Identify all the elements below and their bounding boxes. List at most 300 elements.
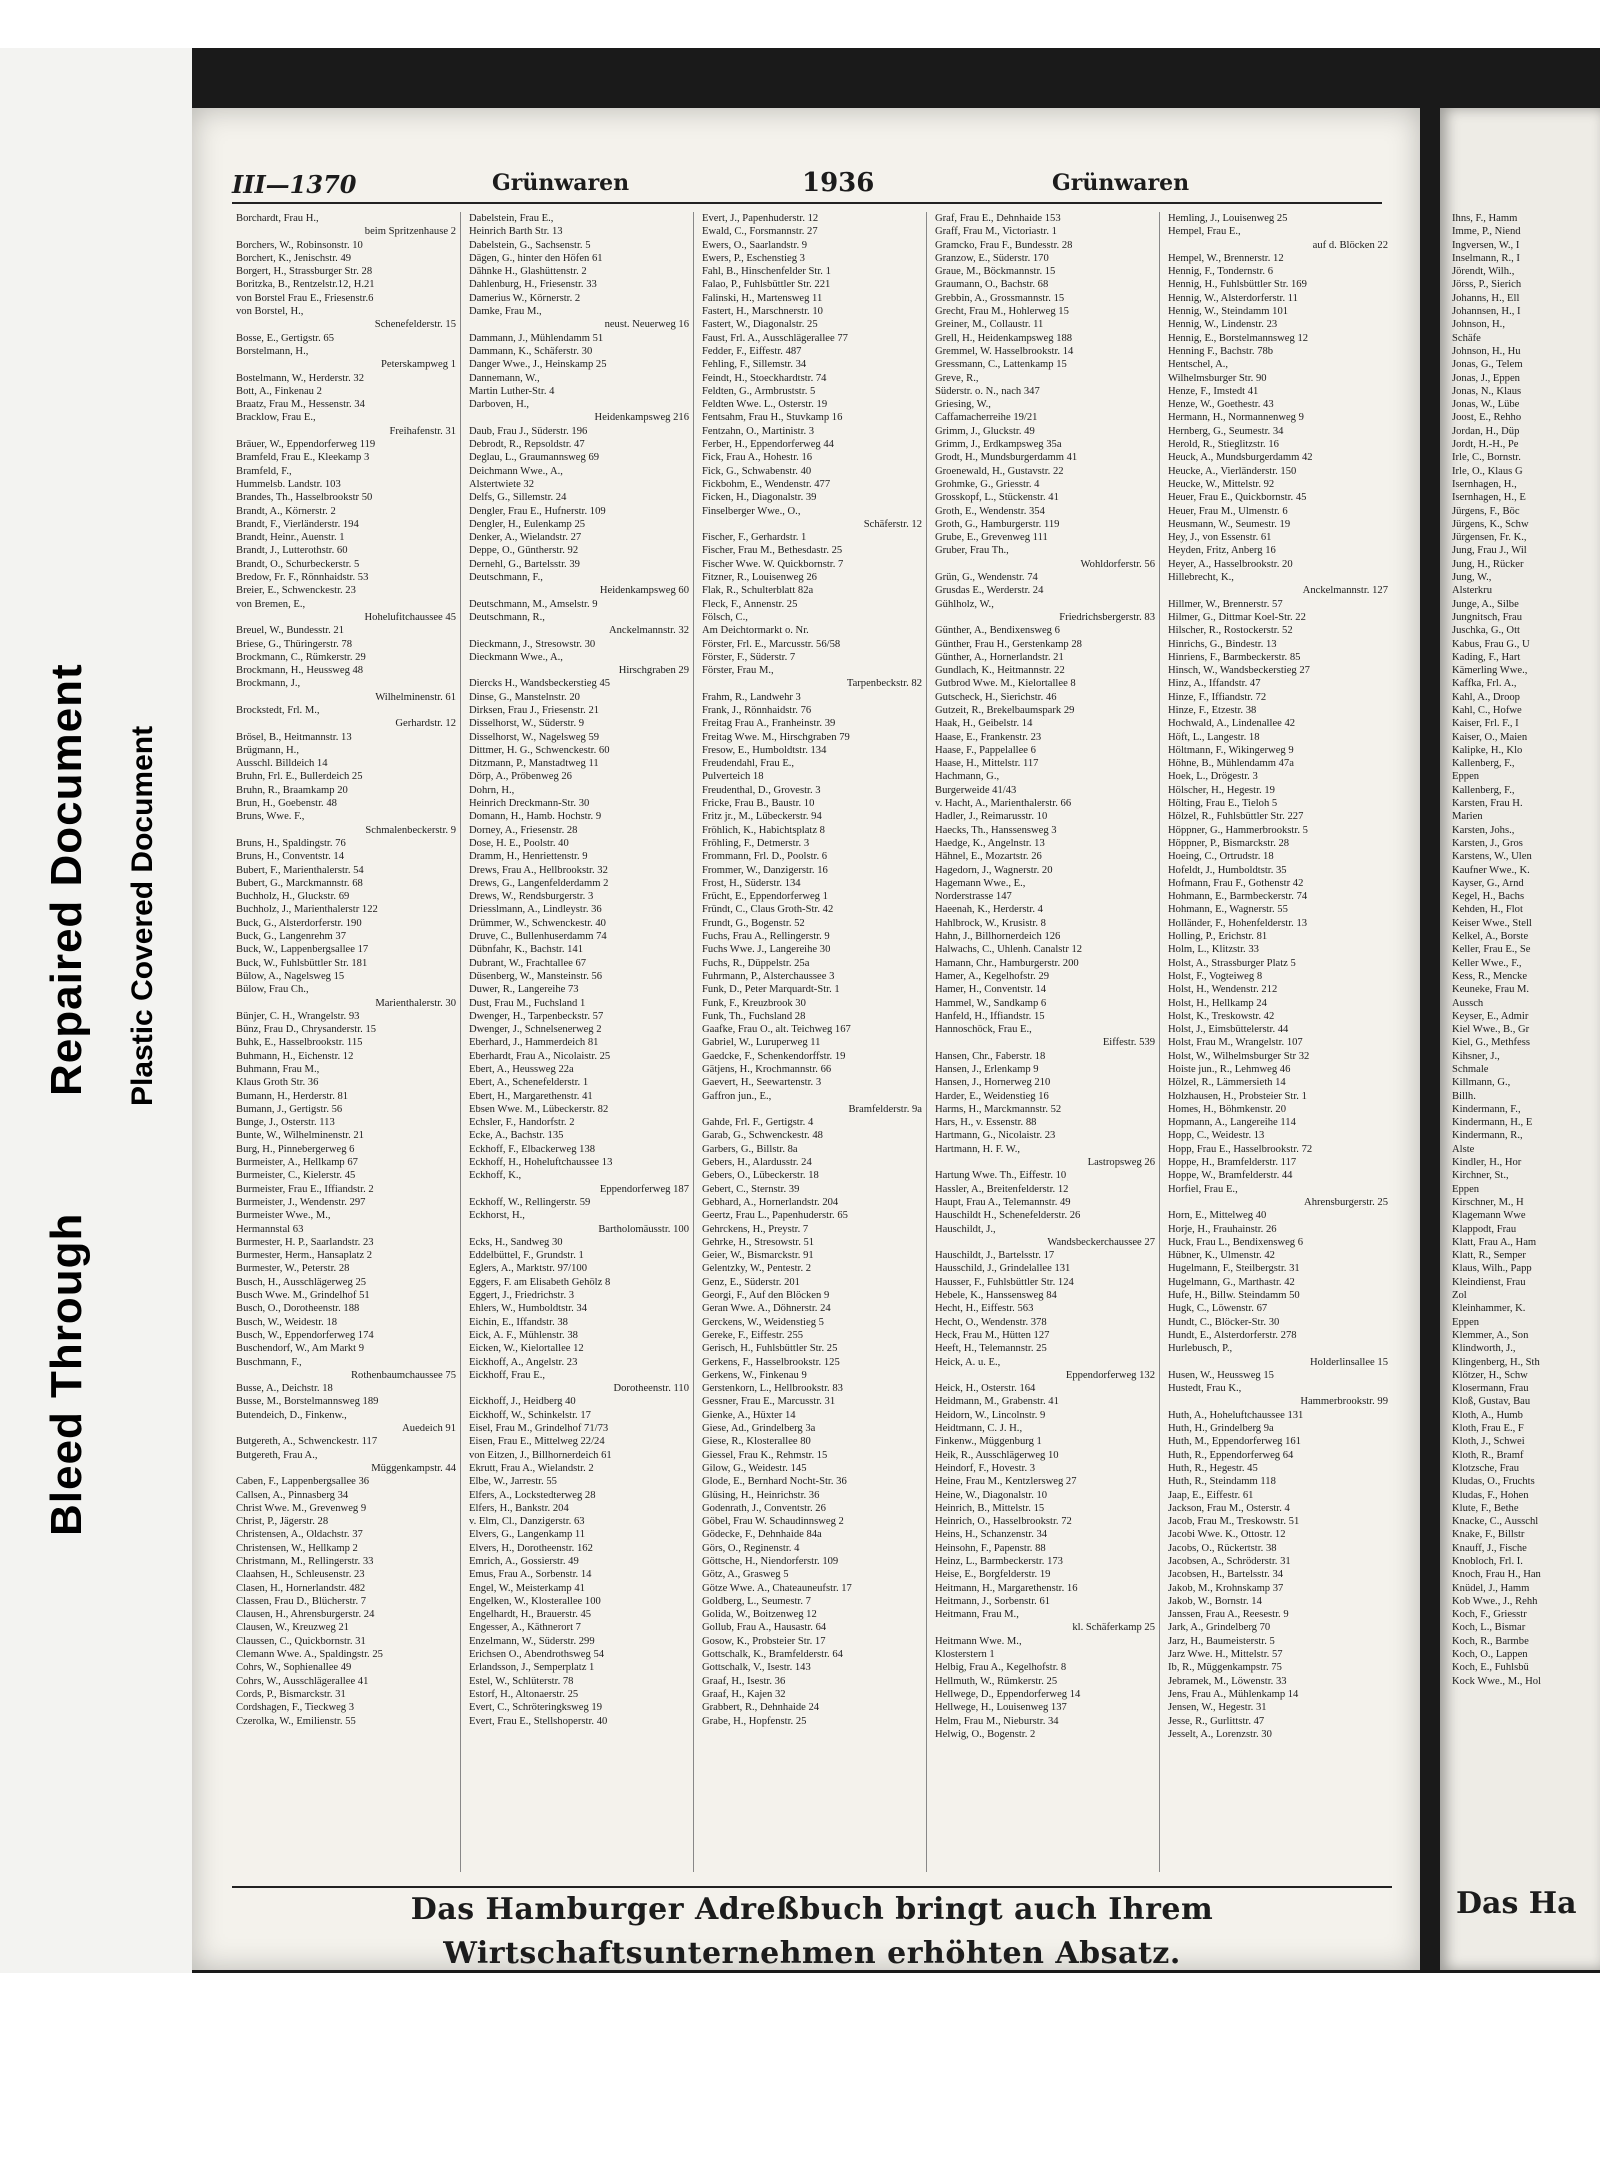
directory-entry: Cords, P., Bismarckstr. 31 [236,1688,346,1700]
directory-entry: Hilmer, G., Dittmar Koel-Str. 22 [1168,611,1306,623]
directory-entry: Hurlebusch, P., [1168,1343,1233,1355]
directory-entry: Eicken, W., Kielortallee 12 [469,1343,584,1355]
adjacent-entry: Kaufner Wwe., K. [1452,864,1530,876]
adjacent-entry: Jung, W., [1452,572,1492,584]
directory-entry: Jensen, W., Hegestr. 31 [1168,1702,1267,1714]
directory-entry: Günther, A., Hornerlandstr. 21 [935,651,1064,663]
adjacent-entry: Knobloch, Frl. I. [1452,1555,1523,1567]
directory-entry: Hecht, O., Wendenstr. 378 [935,1316,1047,1328]
directory-entry: Ausschl. Billdeich 14 [236,758,328,770]
directory-entry: Geran Wwe. A., Döhnerstr. 24 [702,1303,831,1315]
adjacent-entry: Jonas, G., Telem [1452,359,1523,371]
directory-entry: Fehling, F., Sillemstr. 34 [702,359,807,371]
directory-entry: Hannoschöck, Frau E., [935,1024,1032,1036]
directory-entry: Busch, W., Eppendorferweg 174 [236,1329,374,1341]
directory-entry: Clasen, H., Hornerlandstr. 482 [236,1582,366,1594]
directory-entry: Heik, R., Ausschlägerweg 10 [935,1449,1059,1461]
directory-entry: Eberhardt, Frau A., Nicolaistr. 25 [469,1050,611,1062]
directory-entry: Dägen, G., hinter den Höfen 61 [469,252,603,264]
directory-entry: Grabe, H., Hopfenstr. 25 [702,1715,807,1727]
directory-entry: Frommann, Frl. D., Poolstr. 6 [702,851,828,863]
directory-entry: Hadler, J., Reimarusstr. 10 [935,811,1048,823]
directory-entry: Fleck, F., Annenstr. 25 [702,598,798,610]
directory-entry: Graumann, O., Bachstr. 68 [935,279,1049,291]
directory-entry: Deppe, O., Güntherstr. 92 [469,545,579,557]
directory-entry: Bülow, Frau Ch., [236,984,309,996]
adjacent-entry: Jürgens, K., Schw [1452,518,1529,530]
directory-entry: Feindt, H., Stoeckhardtstr. 74 [702,372,827,384]
directory-entry: Brandt, A., Körnerstr. 2 [236,505,336,517]
directory-entry: Hoppe, W., Bramfelderstr. 44 [1168,1170,1293,1182]
adjacent-entry: Billh. [1452,1090,1476,1102]
directory-entry: Falao, P., Fuhlsbüttler Str. 221 [702,279,831,291]
directory-entry: Disselhorst, W., Süderstr. 9 [469,718,585,730]
directory-entry: Hausschild, J., Grindelallee 131 [935,1263,1071,1275]
directory-entry: Herold, R., Stieglitzstr. 16 [1168,439,1279,451]
directory-entry: Gödecke, F., Dehnhaide 84a [702,1529,822,1541]
directory-entry: Jacob, Frau M., Treskowstr. 51 [1168,1516,1300,1528]
directory-entry: Caben, F., Lappenbergsallee 36 [236,1476,370,1488]
directory-entry: Gutscheck, H., Sierichstr. 46 [935,691,1057,703]
directory-entry: Heusmann, W., Seumestr. 19 [1168,518,1291,530]
directory-entry: Eglers, A., Marktstr. 97/100 [469,1263,587,1275]
directory-entry: Ecks, H., Sandweg 30 [469,1236,563,1248]
directory-entry: Holzhausen, H., Probsteier Str. 1 [1168,1090,1307,1102]
adjacent-entry: Kayser, G., Arnd [1452,877,1524,889]
directory-entry: Greiner, M., Collaustr. 11 [935,319,1044,331]
directory-entry: Dohrn, H., [469,784,515,796]
directory-entry: kl. Schäferkamp 25 [1072,1622,1155,1634]
directory-entry: Gerisch, H., Fuhlsbüttler Str. 25 [702,1343,838,1355]
directory-entry: Heinsohn, F., Papenstr. 88 [935,1542,1046,1554]
directory-entry: Alstertwiete 32 [469,478,535,490]
directory-entry: Bruhn, Frl. E., Bullerdeich 25 [236,771,363,783]
directory-entry: Graue, M., Böckmannstr. 15 [935,266,1056,278]
directory-entry: Hinze, F., Iffiandstr. 72 [1168,691,1267,703]
directory-entry: Huth, H., Grindelberg 9a [1168,1423,1274,1435]
advertisement-footer: Das Hamburger Adreßbuch bringt auch Ihrem Wirtschaftsunternehmen erhöhten Absatz. [232,1886,1392,1928]
directory-entry: Jakob, W., Bornstr. 14 [1168,1595,1262,1607]
directory-entry: Höhne, B., Mühlendamm 47a [1168,758,1294,770]
directory-entry: Heyer, A., Hasselbrookstr. 20 [1168,558,1293,570]
directory-entry: Fedder, F., Eiffestr. 487 [702,345,802,357]
directory-entry: Holst, K., Treskowstr. 42 [1168,1010,1275,1022]
directory-entry: Eisel, Frau M., Grindelhof 71/73 [469,1423,609,1435]
directory-entry: Bracklow, Frau E., [236,412,316,424]
directory-entry: Hohmann, E., Barmbeckerstr. 74 [1168,891,1308,903]
directory-entry: Hahlbrock, W., Krusistr. 8 [935,917,1046,929]
directory-entry: Anckelmannstr. 127 [1302,585,1388,597]
directory-entry: Danger Wwe., J., Heinskamp 25 [469,359,607,371]
adjacent-entry: Jung, Frau J., Wil [1452,545,1527,557]
directory-entry: Heinrich, O., Hasselbrookstr. 72 [935,1516,1072,1528]
directory-entry: Süderstr. o. N., nach 347 [935,385,1040,397]
directory-entry: Grebbin, A., Grossmannstr. 15 [935,292,1065,304]
directory-entry: Fischer, Frau M., Bethesdastr. 25 [702,545,843,557]
directory-entry: Fründt, C., Claus Groth-Str. 42 [702,904,834,916]
directory-entry: Erlandsson, J., Semperplatz 1 [469,1662,595,1674]
adjacent-entry: Klemmer, A., Son [1452,1329,1529,1341]
directory-entry: Jesse, R., Gurlittstr. 47 [1168,1715,1265,1727]
directory-entry: Gebert, C., Sternstr. 39 [702,1183,800,1195]
directory-entry: Druve, C., Bullenhuserdamm 74 [469,931,607,943]
adjacent-entry: Knacke, C., Ausschl [1452,1516,1539,1528]
adjacent-entry: Kludas, O., Fruchts [1452,1476,1535,1488]
adjacent-page-fragment [1440,108,1600,1970]
adjacent-entry: Keiser Wwe., Stell [1452,917,1532,929]
adjacent-entry: Knoch, Frau H., Han [1452,1569,1541,1581]
directory-entry: Gessner, Frau E., Marcusstr. 31 [702,1396,836,1408]
directory-entry: Hohmann, E., Wagnerstr. 55 [1168,904,1288,916]
directory-entry: Duwer, R., Langereihe 73 [469,984,579,996]
directory-entry: Horje, H., Frauhainstr. 26 [1168,1223,1277,1235]
adjacent-entry: Inselmann, R., I [1452,252,1520,264]
directory-entry: Höppner, P., Bismarckstr. 28 [1168,837,1290,849]
directory-entry: Grusdas E., Werderstr. 24 [935,585,1044,597]
directory-entry: Fölsch, C., [702,611,748,623]
directory-entry: Borchardt, Frau H., [236,213,319,224]
directory-entry: Gahde, Frl. F., Gertigstr. 4 [702,1117,814,1129]
directory-entry: Busch, H., Ausschlägerweg 25 [236,1276,367,1288]
directory-entry: Denker, A., Wielandstr. 27 [469,532,582,544]
directory-entry: Drews, Frau A., Hellbrookstr. 32 [469,864,608,876]
directory-entry: Heidorn, W., Lincolnstr. 9 [935,1409,1046,1421]
bleed-through-label: Bleed Through [42,1212,91,1536]
directory-entry: Gereke, F., Eiffestr. 255 [702,1329,804,1341]
directory-entry: Jark, A., Grindelberg 70 [1168,1622,1271,1634]
directory-entry: Bostelmann, W., Herderstr. 32 [236,372,364,384]
directory-entry: Domann, H., Hamb. Hochstr. 9 [469,811,602,823]
directory-entry: Heidenkampsweg 60 [599,585,689,597]
directory-entry: Heise, E., Borgfelderstr. 19 [935,1569,1051,1581]
adjacent-entry: Kindermann, R., [1452,1130,1523,1142]
directory-entry: Flak, R., Schulterblatt 82a [702,585,814,597]
directory-entry: Granzow, E., Süderstr. 170 [935,252,1049,264]
directory-entry: Buhmann, H., Eichenstr. 12 [236,1050,354,1062]
adjacent-entry: Jung, H., Rücker [1452,558,1524,570]
adjacent-entry: Jonas, J., Eppen [1452,372,1520,384]
directory-entry: Gehrke, H., Stresowstr. 51 [702,1236,815,1248]
adjacent-entry: Kirchner, St., [1452,1170,1509,1182]
directory-column [931,212,1160,1872]
adjacent-entry: Kaiser, O., Maien [1452,731,1528,743]
directory-entry: Norderstrasse 147 [935,891,1012,903]
directory-entry: Bubert, G., Marckmannstr. 68 [236,877,363,889]
directory-entry: Dähnke H., Glashüttenstr. 2 [469,266,587,278]
directory-entry: Bubert, F., Marienthalerstr. 54 [236,864,364,876]
directory-entry: Fuchs Wwe. J., Langereihe 30 [702,944,831,956]
directory-entry: Frahm, R., Landwehr 3 [702,691,801,703]
directory-entry: Freitag Frau A., Franheinstr. 39 [702,718,836,730]
directory-entry: Gaevert, H., Seewartenstr. 3 [702,1077,822,1089]
directory-entry: Brockmann, H., Heussweg 48 [236,665,364,677]
directory-entry: Eppendorferweg 132 [1065,1369,1155,1381]
document-condition-labels [0,48,192,1973]
directory-entry: Frücht, E., Eppendorferweg 1 [702,891,828,903]
directory-entry: Eckhoff, F., Elbackerweg 138 [469,1143,596,1155]
directory-entry: Pulverteich 18 [702,771,764,783]
directory-entry: Boritzka, B., Rentzelstr.12, H.21 [236,279,375,291]
directory-entry: Haase, F., Pappelallee 6 [935,744,1036,756]
directory-entry: Hartmann, G., Nicolaistr. 23 [935,1130,1056,1142]
directory-entry: Heuer, Frau E., Quickbornstr. 45 [1168,492,1307,504]
directory-entry: Finselberger Wwe., O., [702,505,801,517]
directory-entry: Burmeister, A., Hellkamp 67 [236,1157,358,1169]
directory-entry: Dieckmann, J., Stresowstr. 30 [469,638,596,650]
directory-entry: Eppendorferweg 187 [599,1183,689,1195]
adjacent-entry: Zol [1452,1290,1467,1302]
adjacent-entry: Kloth, Frau E., F [1452,1423,1524,1435]
directory-columns [232,212,1392,1872]
directory-entry: Faust, Frl. A., Ausschlägerallee 77 [702,332,848,344]
directory-entry: Heuck, A., Mundsburgerdamm 42 [1168,452,1313,464]
directory-entry: Eickhoff, W., Schinkelstr. 17 [469,1409,591,1421]
adjacent-entry: Kess, R., Mencke [1452,970,1528,982]
directory-entry: Ebert, A., Schenefelderstr. 1 [469,1077,589,1089]
directory-entry: Dwenger, J., Schnelsenerweg 2 [469,1024,602,1036]
directory-entry: Hartmann, H. F. W., [935,1143,1021,1155]
directory-entry: v. Hacht, A., Marienthalerstr. 66 [935,798,1072,810]
adjacent-entry: Jungnitsch, Frau [1452,611,1523,623]
directory-entry: Grecht, Frau M., Hohlerweg 15 [935,306,1069,318]
adjacent-entry: Kallenberg, F., [1452,784,1515,796]
adjacent-entry: Klaus, Wilh., Papp [1452,1263,1532,1275]
directory-entry: Hoiste jun., R., Lehmweg 46 [1168,1064,1291,1075]
adjacent-entry: Kaiser, Frl. F., I [1452,718,1519,730]
adjacent-entry: Jörss, P., Sierich [1452,279,1522,291]
directory-entry: Genz, E., Süderstr. 201 [702,1276,800,1288]
directory-entry: Greve, R., [935,372,979,384]
directory-entry: Emrich, A., Gossierstr. 49 [469,1555,579,1567]
directory-entry: Hennig, E., Borstelmannsweg 12 [1168,332,1309,344]
directory-entry: Homes, H., Böhmkenstr. 20 [1168,1103,1286,1115]
directory-entry: Gaafke, Frau O., alt. Teichweg 167 [702,1024,851,1036]
directory-entry: Graaf, H., Isestr. 36 [702,1675,786,1687]
directory-entry: Deutschmann, F., [469,572,543,584]
directory-entry: Fuchs, Frau A., Rellingerstr. 9 [702,931,830,943]
directory-entry: Hellwege, D., Eppendorferweg 14 [935,1688,1081,1700]
adjacent-entry: Joost, E., Rehho [1452,412,1522,424]
adjacent-entry: Kading, F., Hart [1452,651,1521,663]
directory-entry: Busch, O., Dorotheenstr. 188 [236,1303,360,1315]
directory-entry: Fastert, H., Marschnerstr. 10 [702,306,823,318]
directory-entry: Bott, A., Finkenau 2 [236,385,322,397]
directory-entry: beim Spritzenhause 2 [364,226,456,238]
directory-entry: Disselhorst, W., Nagelsweg 59 [469,731,600,743]
adjacent-entry: Klute, F., Bethe [1452,1502,1519,1514]
adjacent-entry: Klosermann, Frau [1452,1383,1529,1395]
directory-entry: Müggenkampstr. 44 [371,1462,456,1474]
directory-entry: Bunge, J., Osterstr. 113 [236,1117,335,1129]
directory-entry: Brockmann, C., Rümkerstr. 29 [236,651,366,663]
directory-entry: von Borstel, H., [236,306,304,318]
directory-entry: Förster, Frl. E., Marcusstr. 56/58 [702,638,841,650]
directory-entry: Funk, D., Peter Marquardt-Str. 1 [702,984,840,996]
directory-entry: Hentschel, A., [1168,359,1229,371]
directory-entry: Grabbert, R., Dehnhaide 24 [702,1702,820,1714]
directory-entry: Gottschalk, V., Isestr. 143 [702,1662,811,1674]
adjacent-entry: Jordt, H.-H., Pe [1452,439,1519,451]
directory-entry: Brösel, B., Heitmannstr. 13 [236,731,352,743]
directory-entry: Jackson, Frau M., Osterstr. 4 [1168,1502,1290,1514]
directory-entry: Göttsche, H., Niendorferstr. 109 [702,1555,839,1567]
adjacent-entry: Jörendt, Wilh., [1452,266,1515,278]
directory-entry: Groth, E., Wendenstr. 354 [935,505,1045,517]
directory-entry: Hammel, W., Sandkamp 6 [935,997,1047,1009]
adjacent-entry: Jordan, H., Düp [1452,425,1520,437]
directory-entry: Höltmann, F., Wikingerweg 9 [1168,744,1294,756]
directory-entry: Holling, P., Erichstr. 81 [1168,931,1268,943]
adjacent-entry: Kegel, H., Bachs [1452,891,1525,903]
directory-entry: Buhk, E., Hasselbrookstr. 115 [236,1037,363,1049]
directory-entry: Hahn, J., Billhornerdeich 126 [935,931,1061,943]
adjacent-entry: Ingversen, W., I [1452,239,1520,251]
directory-entry: Heitmann, Frau M., [935,1609,1019,1621]
directory-entry: Dramm, H., Henriettenstr. 9 [469,851,588,863]
directory-entry: Gollub, Frau A., Hausastr. 64 [702,1622,827,1634]
directory-entry: Hauschildt, J., Bartelsstr. 17 [935,1250,1055,1262]
directory-entry: Anckelmannstr. 32 [608,625,689,637]
directory-entry: Hamann, Chr., Hamburgerstr. 200 [935,957,1079,969]
directory-entry: Freudendahl, Frau E., [702,758,795,770]
directory-entry: Giessel, Frau K., Rehmstr. 15 [702,1449,828,1461]
directory-entry: Cohrs, W., Sophienallee 49 [236,1662,352,1674]
directory-entry: Wohldorferstr. 56 [1080,558,1155,570]
directory-entry: Freihafenstr. 31 [389,425,456,437]
directory-entry: Buhmann, Frau M., [236,1064,320,1075]
directory-entry: Borchert, K., Jenischstr. 49 [236,252,352,264]
directory-entry: Drews, W., Rendsburgerstr. 3 [469,891,594,903]
directory-entry: Engel, W., Meisterkamp 41 [469,1582,585,1594]
directory-entry: Hanfeld, H., Iffiandstr. 15 [935,1010,1045,1022]
directory-entry: Förster, Frau M., [702,665,774,677]
directory-entry: Gutzeit, R., Brekelbaumspark 29 [935,704,1075,716]
directory-entry: Graf, Frau E., Dehnhaide 153 [935,213,1061,224]
directory-entry: Gelentzky, W., Pentestr. 2 [702,1263,812,1275]
directory-entry: Görs, O., Reginenstr. 4 [702,1542,800,1554]
directory-entry: Halwachs, C., Uhlenh. Canalstr 12 [935,944,1083,956]
adjacent-entry: Kahl, A., Droop [1452,691,1520,703]
adjacent-entry: Klappodt, Frau [1452,1223,1517,1235]
directory-entry: Husen, W., Heussweg 15 [1168,1369,1274,1381]
adjacent-entry: Johannsen, H., I [1452,306,1521,318]
directory-entry: Fröhlich, K., Habichtsplatz 8 [702,824,825,836]
directory-entry: Ib, R., Müggenkampstr. 75 [1168,1662,1282,1674]
directory-entry: Heins, H., Schanzenstr. 34 [935,1529,1048,1541]
directory-entry: Christensen, A., Oldachstr. 37 [236,1529,363,1541]
directory-entry: Harms, H., Marckmannstr. 52 [935,1103,1062,1115]
directory-entry: Fresow, E., Humboldtstr. 134 [702,744,827,756]
directory-entry: Brandt, Heinr., Auenstr. 1 [236,532,345,544]
directory-entry: Heinz, L., Barmbeckerstr. 173 [935,1555,1063,1567]
directory-entry: Fickbohm, E., Wendenstr. 477 [702,478,831,490]
directory-entry: Grohmke, G., Griesstr. 4 [935,478,1040,490]
directory-entry: Ahrensburgerstr. 25 [1304,1196,1388,1208]
directory-entry: Grün, G., Wendenstr. 74 [935,572,1038,584]
directory-entry: Breuel, W., Bundesstr. 21 [236,625,344,637]
directory-entry: Holst, F., Vogteiweg 8 [1168,970,1263,982]
directory-entry: Haecks, Th., Hanssensweg 3 [935,824,1057,836]
directory-entry: Goldberg, L., Seumestr. 7 [702,1595,811,1607]
directory-entry: Hillebrecht, K., [1168,572,1234,584]
adjacent-entry: Imme, P., Niend [1452,226,1521,238]
directory-entry: Evert, J., Papenhuderstr. 12 [702,213,819,224]
directory-entry: Heucke, W., Mittelstr. 92 [1168,478,1275,490]
directory-entry: Busch Wwe. M., Grindelhof 51 [236,1290,370,1302]
directory-entry: Gienke, A., Hüxter 14 [702,1409,796,1421]
directory-entry: Schenefelderstr. 15 [374,319,456,331]
directory-entry: Hennig, F., Tondernstr. 6 [1168,266,1274,278]
directory-entry: Estorf, H., Altonaerstr. 25 [469,1688,579,1700]
directory-entry: Delfs, G., Sillemstr. 24 [469,492,567,504]
directory-entry: Martin Luther-Str. 4 [469,385,555,397]
directory-entry: Hansen, J., Hornerweg 210 [935,1077,1051,1089]
year-title: 1936 [802,168,875,198]
adjacent-entry: Kloth, A., Humb [1452,1409,1523,1421]
directory-entry: Darboven, H., [469,399,530,411]
directory-entry: Haak, H., Geibelstr. 14 [935,718,1033,730]
adjacent-entry: Kindermann, H., E [1452,1117,1533,1129]
adjacent-entry: Kloth, R., Bramf [1452,1449,1524,1461]
directory-entry: Huth, M., Eppendorferweg 161 [1168,1436,1301,1448]
directory-entry: Daub, Frau J., Süderstr. 196 [469,425,588,437]
directory-entry: Geier, W., Bismarckstr. 91 [702,1250,814,1262]
directory-entry: Rothenbaumchaussee 75 [350,1369,456,1381]
directory-entry: Engelhardt, H., Brauerstr. 45 [469,1609,592,1621]
directory-entry: Gerkens, F., Hasselbrookstr. 125 [702,1356,840,1368]
directory-entry: Gabriel, W., Luruperweg 11 [702,1037,821,1049]
directory-entry: Gosow, K., Probsteier Str. 17 [702,1635,826,1647]
directory-entry: Heine, W., Diagonalstr. 10 [935,1489,1048,1501]
directory-entry: Elbe, W., Jarrestr. 55 [469,1476,557,1488]
directory-entry: Gerhardstr. 12 [395,718,456,730]
adjacent-entry: Knauff, J., Fische [1452,1542,1527,1554]
directory-entry: Huth, R., Eppendorferweg 64 [1168,1449,1294,1461]
directory-entry: Bumann, J., Gertigstr. 56 [236,1103,343,1115]
directory-entry: Brandes, Th., Hasselbrookstr 50 [236,492,373,504]
adjacent-entry: Kabus, Frau G., U [1452,638,1530,650]
directory-entry: Christensen, W., Hellkamp 2 [236,1542,358,1554]
directory-entry: Heidenkampsweg 216 [594,412,689,424]
directory-entry: Heucke, A., Vierländerstr. 150 [1168,465,1297,477]
directory-entry: Borgert, H., Strassburger Str. 28 [236,266,373,278]
directory-entry: Ebsen Wwe. M., Lübeckerstr. 82 [469,1103,609,1115]
adjacent-entry: Kirschner, M., H [1452,1196,1524,1208]
adjacent-entry: Marien [1452,811,1483,823]
directory-entry: Heuer, Frau M., Ulmenstr. 6 [1168,505,1288,517]
directory-entry: Bruns, H., Spaldingstr. 76 [236,837,346,849]
directory-entry: Busse, A., Deichstr. 18 [236,1383,333,1395]
directory-entry: Drümmer, W., Schwenckestr. 40 [469,917,606,929]
adjacent-page-column [1452,212,1600,1688]
directory-entry: Peterskampweg 1 [380,359,456,371]
directory-entry: Holm, L., Klitzstr. 33 [1168,944,1259,956]
directory-entry: Hachmann, G., [935,771,1000,783]
directory-entry: Hinriens, F., Barmbeckerstr. 85 [1168,651,1301,663]
directory-entry: Deutschmann, R., [469,611,545,623]
directory-entry: Hempel, Frau E., [1168,226,1241,238]
directory-entry: Feldten Wwe. L., Osterstr. 19 [702,399,828,411]
directory-entry: Hugelmann, G., Marthastr. 42 [1168,1276,1295,1288]
directory-entry: Hinsch, W., Wandsbeckerstieg 27 [1168,665,1310,677]
directory-entry: Eickhoff, A., Angelstr. 23 [469,1356,578,1368]
directory-entry: Dabelstein, Frau E., [469,213,554,224]
directory-entry: Eiffestr. 539 [1102,1037,1155,1049]
directory-entry: Hummelsb. Landstr. 103 [236,478,341,490]
adjacent-entry: Eppen [1452,1183,1480,1195]
directory-entry: Wandsbeckerchaussee 27 [1047,1236,1155,1248]
directory-entry: Burmeister, Frau E., Iffiandstr. 2 [236,1183,374,1195]
